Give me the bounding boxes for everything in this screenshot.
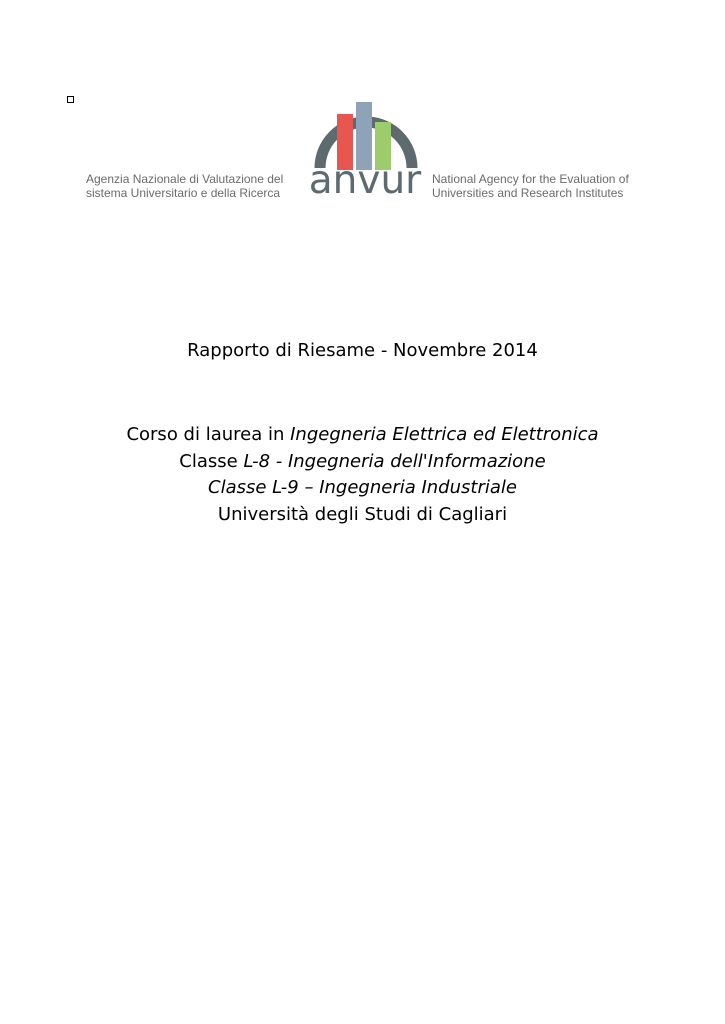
university-name: Università degli Studi di Cagliari [217,503,508,525]
course-prefix: Corso di laurea in [126,424,291,445]
anvur-italian-line-1: Agenzia Nazionale di Valutazione del [86,172,284,186]
report-title: Rapporto di Riesame - Novembre 2014 [187,340,538,361]
anvur-english-name [432,172,629,200]
class-prefix: Classe [179,450,244,472]
bullet-marker [67,96,74,103]
anvur-italian-line-2: sistema Universitario e della Ricerca [86,186,281,200]
anvur-wordmark: anvur [308,158,422,203]
anvur-italian-name [86,172,283,200]
class-line-l8 [0,449,725,476]
class-l8: L-8 - Ingegneria dell'Informazione [243,450,546,472]
anvur-english-line-1: National Agency for the Evaluation of [432,172,629,186]
class-line-l9: Classe L-9 – Ingegneria Industriale [208,477,517,498]
course-line [0,422,725,449]
anvur-english-line-2: Universities and Research Institutes [432,186,624,200]
course-block [0,422,725,528]
course-name: Ingegneria Elettrica ed Elettronica [290,424,599,445]
